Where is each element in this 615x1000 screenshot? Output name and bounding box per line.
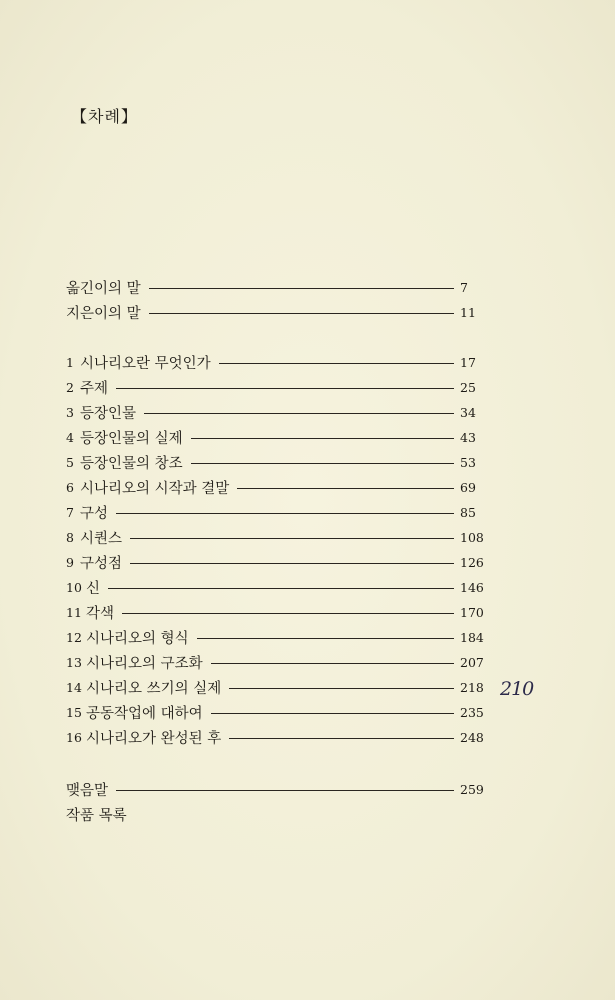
leader-rule <box>108 588 454 589</box>
toc-entry-title: 등장인물의 실제 <box>80 430 183 447</box>
toc-entry-page: 11 <box>460 304 476 320</box>
leader-rule <box>130 563 454 564</box>
toc-entry <box>66 451 486 473</box>
toc-entry-page: 184 <box>460 629 484 645</box>
toc-entry-number: 2 <box>66 379 74 395</box>
toc-entry-number: 11 <box>66 604 82 620</box>
toc-entry-title: 구성점 <box>80 555 123 572</box>
toc-entry-page: 25 <box>460 379 476 395</box>
toc-heading: 【차례】 <box>71 107 138 126</box>
toc-entry-title: 지은이의 말 <box>66 305 141 322</box>
toc-entry-title: 주제 <box>80 380 109 397</box>
toc-entry <box>66 576 486 598</box>
toc-entry-title: 시나리오란 무엇인가 <box>80 355 211 372</box>
toc-entry <box>66 426 486 448</box>
leader-rule <box>191 438 454 439</box>
toc-entry-page: 85 <box>460 504 476 520</box>
leader-rule <box>149 313 454 314</box>
toc-entry <box>66 551 486 573</box>
toc-entry <box>66 626 486 648</box>
toc-entry-number: 15 <box>66 704 82 720</box>
leader-rule <box>237 488 454 489</box>
toc-entry-title: 구성 <box>80 505 109 522</box>
toc-entry <box>66 526 486 548</box>
leader-rule <box>219 363 454 364</box>
toc-entry <box>66 501 486 523</box>
toc-entry-title: 맺음말 <box>66 782 109 799</box>
toc-entry-title: 신 <box>86 580 101 597</box>
toc-entry-page: 146 <box>460 579 484 595</box>
toc-entry-number: 10 <box>66 579 82 595</box>
toc-entry-number: 16 <box>66 729 82 745</box>
toc-entry-page: 53 <box>460 454 476 470</box>
toc-entry <box>66 601 486 623</box>
toc-entry-page: 218 <box>460 679 484 695</box>
toc-entry-title: 시나리오의 형식 <box>86 630 189 647</box>
toc-entry-number: 9 <box>66 554 74 570</box>
toc-entry-page: 108 <box>460 529 484 545</box>
leader-rule <box>116 388 454 389</box>
toc-entry-number: 7 <box>66 504 74 520</box>
toc-entry-title: 작품 목록 <box>66 807 127 824</box>
leader-rule <box>144 413 454 414</box>
leader-rule <box>229 738 454 739</box>
toc-entry-number: 3 <box>66 404 74 420</box>
leader-rule <box>149 288 454 289</box>
toc-entry-title: 옮긴이의 말 <box>66 280 141 297</box>
toc-entry <box>66 803 486 825</box>
leader-rule <box>191 463 454 464</box>
toc-entry-title: 시나리오의 구조화 <box>86 655 203 672</box>
leader-rule <box>197 638 454 639</box>
toc-entry <box>66 301 486 323</box>
toc-entry-number: 4 <box>66 429 74 445</box>
toc-entry <box>66 401 486 423</box>
toc-entry-page: 248 <box>460 729 484 745</box>
toc-entry-title: 시나리오가 완성된 후 <box>86 730 222 747</box>
toc-entry <box>66 726 486 748</box>
toc-entry-title: 등장인물 <box>80 405 137 422</box>
leader-rule <box>122 613 454 614</box>
leader-rule <box>229 688 454 689</box>
leader-rule <box>211 663 454 664</box>
toc-entry-page: 259 <box>460 781 484 797</box>
toc-entry <box>66 476 486 498</box>
leader-rule <box>116 513 454 514</box>
toc-entry-page: 34 <box>460 404 476 420</box>
handwritten-note: 210 <box>500 678 534 700</box>
toc-entry <box>66 276 486 298</box>
toc-entry <box>66 651 486 673</box>
toc-entry-number: 13 <box>66 654 82 670</box>
toc-entry-title: 시퀀스 <box>80 530 123 547</box>
toc-entry-title: 각색 <box>86 605 115 622</box>
toc-entry-page: 235 <box>460 704 484 720</box>
leader-rule <box>130 538 454 539</box>
toc-entry-page: 43 <box>460 429 476 445</box>
toc-entry <box>66 701 486 723</box>
toc-entry <box>66 376 486 398</box>
toc-entry-page: 7 <box>460 279 468 295</box>
toc-entry-page: 17 <box>460 354 476 370</box>
toc-entry-title: 공동작업에 대하여 <box>86 705 203 722</box>
toc-entry-number: 14 <box>66 679 82 695</box>
leader-rule <box>211 713 454 714</box>
toc-entry-number: 6 <box>66 479 74 495</box>
toc-entry-number: 5 <box>66 454 74 470</box>
toc-entry-number: 12 <box>66 629 82 645</box>
leader-rule <box>116 790 454 791</box>
toc-entry-page: 170 <box>460 604 484 620</box>
toc-entry <box>66 676 486 698</box>
toc-entry-title: 등장인물의 창조 <box>80 455 183 472</box>
toc-entry-title: 시나리오 쓰기의 실제 <box>86 680 222 697</box>
toc-entry-page: 207 <box>460 654 484 670</box>
toc-entry-title: 시나리오의 시작과 결말 <box>80 480 230 497</box>
toc-entry-number: 1 <box>66 354 74 370</box>
toc-entry-number: 8 <box>66 529 74 545</box>
toc-entry-page: 126 <box>460 554 484 570</box>
toc-entry <box>66 778 486 800</box>
toc-entry <box>66 351 486 373</box>
toc-entry-page: 69 <box>460 479 476 495</box>
